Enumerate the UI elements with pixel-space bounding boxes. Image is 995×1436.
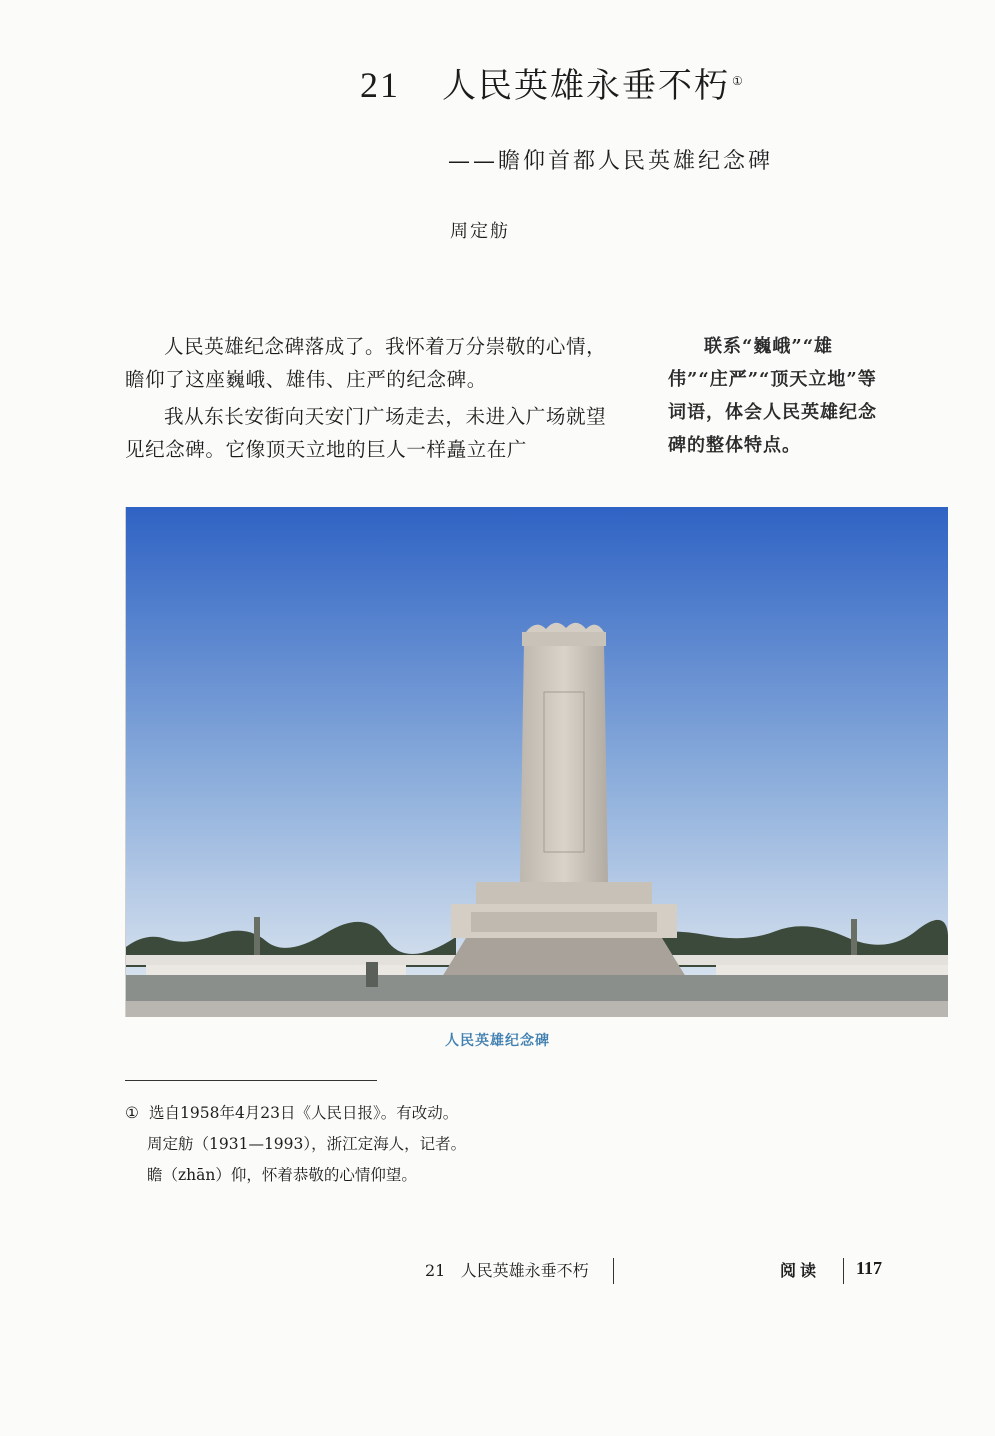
paragraph: 我从东长安街向天安门广场走去，未进入广场就望见纪念碑。它像顶天立地的巨人一样矗立在广 (125, 405, 607, 461)
monument-illustration (126, 507, 948, 1017)
footnote-text: 选自1958年4月23日《人民日报》。有改动。 (149, 1104, 459, 1122)
lesson-title-text: 人民英雄永垂不朽 (442, 66, 730, 106)
footnote-line (125, 1098, 725, 1129)
author-name: 周定舫 (450, 221, 510, 242)
footer-lesson-title: 21 人民英雄永垂不朽 (425, 1261, 589, 1280)
footnotes (125, 1098, 725, 1191)
footnote-divider (125, 1080, 377, 1081)
lesson-subtitle: ——瞻仰首都人民英雄纪念碑 (448, 149, 774, 174)
page-footer (0, 1258, 995, 1288)
footnote-mark: ① (125, 1104, 139, 1122)
footer-divider (843, 1258, 844, 1284)
footnote-line: 周定舫（1931—1993），浙江定海人，记者。 (147, 1135, 467, 1153)
body-text (125, 330, 613, 470)
lesson-title (360, 58, 745, 107)
monument-photo (125, 507, 948, 1017)
page-number: 117 (856, 1258, 883, 1278)
lesson-number: 21 (360, 65, 400, 105)
photo-caption: 人民英雄纪念碑 (445, 1033, 550, 1049)
footer-divider (613, 1258, 614, 1284)
paragraph: 人民英雄纪念碑落成了。我怀着万分崇敬的心情，瞻仰了这座巍峨、雄伟、庄严的纪念碑。 (125, 335, 607, 391)
footnote-line: 瞻（zhān）仰，怀着恭敬的心情仰望。 (147, 1166, 417, 1184)
footer-section: 阅读 (780, 1261, 821, 1280)
title-footnote-mark: ① (732, 73, 745, 88)
side-note: 联系“巍峨”“雄伟”“庄严”“顶天立地”等词语，体会人民英雄纪念碑的整体特点。 (668, 336, 877, 456)
